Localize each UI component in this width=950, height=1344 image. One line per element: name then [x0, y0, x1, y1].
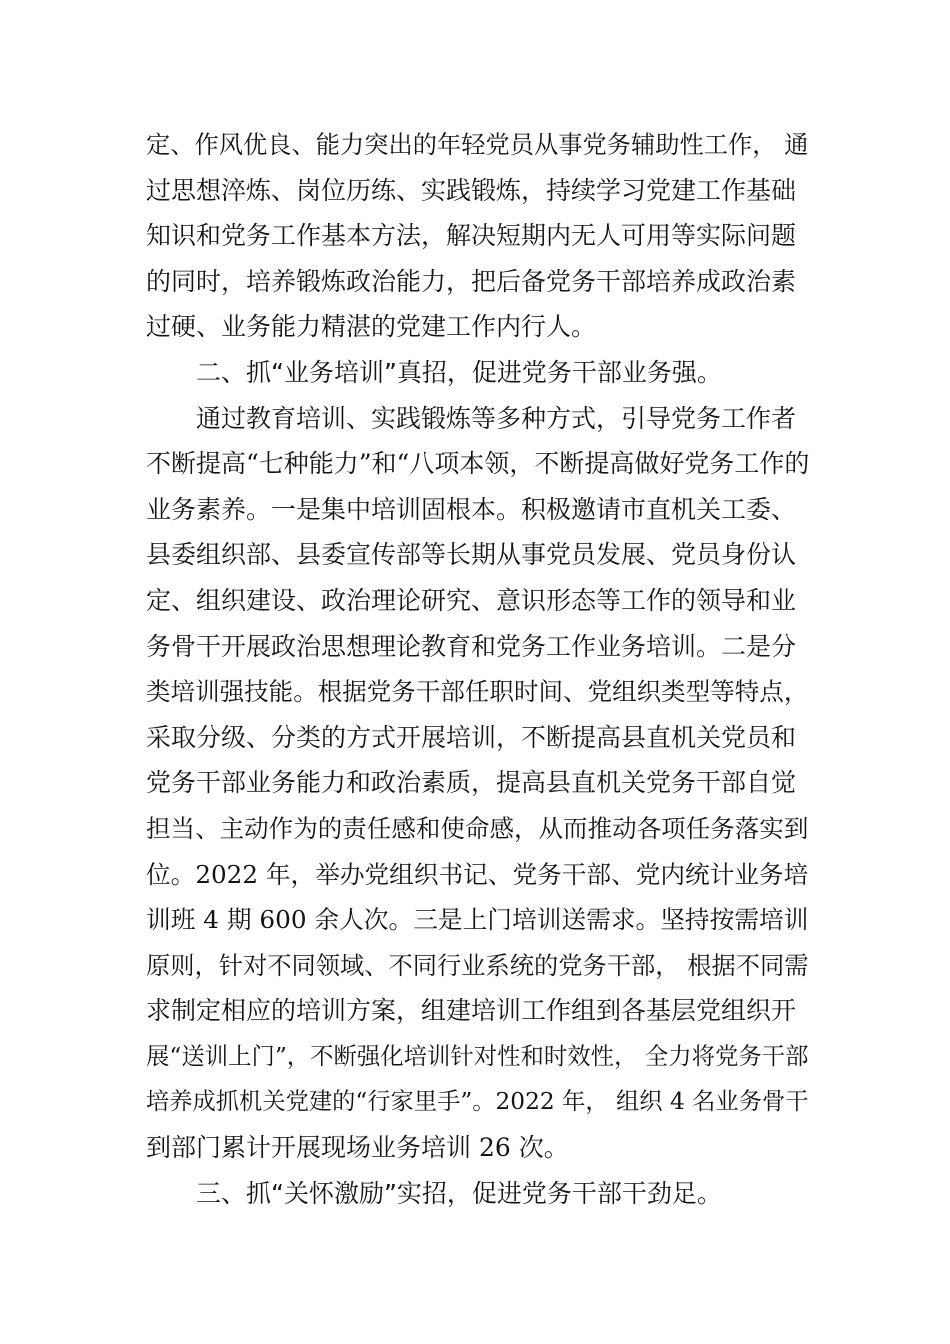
text-line: 求制定相应的培训方案，组建培训工作组到各基层党组织开: [146, 996, 797, 1026]
text-line: 类培训强技能。根据党务干部任职时间、党组织类型等特点，: [146, 677, 809, 707]
text-line: 采取分级、分类的方式开展培训，不断提高县直机关党员和: [146, 722, 797, 752]
text-line: 训班 4 期 600 余人次。三是上门培训送需求。坚持按需培训: [146, 905, 809, 935]
text-line: 展“送训上门”，不断强化培训针对性和时效性， 全力将党务干部: [146, 1041, 809, 1070]
section-heading: 二、抓“业务培训”真招，促进党务干部业务强。: [196, 357, 722, 387]
text-line: 培养成抓机关党建的“行家里手”。2022 年， 组织 4 名业务骨干: [146, 1088, 809, 1116]
section-heading: 三、抓“关怀激励”实招，促进党务干部干劲足。: [196, 1178, 722, 1208]
text-line: 不断提高“七种能力”和“八项本领，不断提高做好党务工作的: [146, 449, 810, 479]
text-line: 县委组织部、县委宣传部等长期从事党员发展、党员身份认: [146, 540, 797, 570]
document-body: [146, 122, 812, 1216]
paragraph-first-line: 通过教育培训、实践锻炼等多种方式，引导党务工作者: [196, 403, 797, 433]
text-line: 定、作风优良、能力突出的年轻党员从事党务辅助性工作， 通: [146, 130, 809, 159]
text-line: 担当、主动作为的责任感和使命感，从而推动各项任务落实到: [146, 813, 809, 843]
text-line: 的同时，培养锻炼政治能力，把后备党务干部培养成政治素: [146, 266, 797, 296]
text-line: 位。2022 年，举办党组织书记、党务干部、党内统计业务培: [146, 859, 809, 889]
text-line: 业务素养。一是集中培训固根本。积极邀请市直机关工委、: [146, 494, 797, 524]
text-line: 过硬、业务能力精湛的党建工作内行人。: [146, 312, 597, 342]
text-line: 过思想淬炼、岗位历练、实践锻炼，持续学习党建工作基础: [146, 175, 797, 205]
text-line: 到部门累计开展现场业务培训 26 次。: [146, 1133, 569, 1163]
text-line: 知识和党务工作基本方法，解决短期内无人可用等实际问题: [146, 221, 797, 251]
text-line: 原则，针对不同领域、不同行业系统的党务干部， 根据不同需: [146, 950, 809, 980]
text-line: 务骨干开展政治思想理论教育和党务工作业务培训。二是分: [146, 631, 797, 661]
text-line: 定、组织建设、政治理论研究、意识形态等工作的领导和业: [146, 585, 797, 615]
text-line: 党务干部业务能力和政治素质，提高县直机关党务干部自觉: [146, 768, 797, 798]
